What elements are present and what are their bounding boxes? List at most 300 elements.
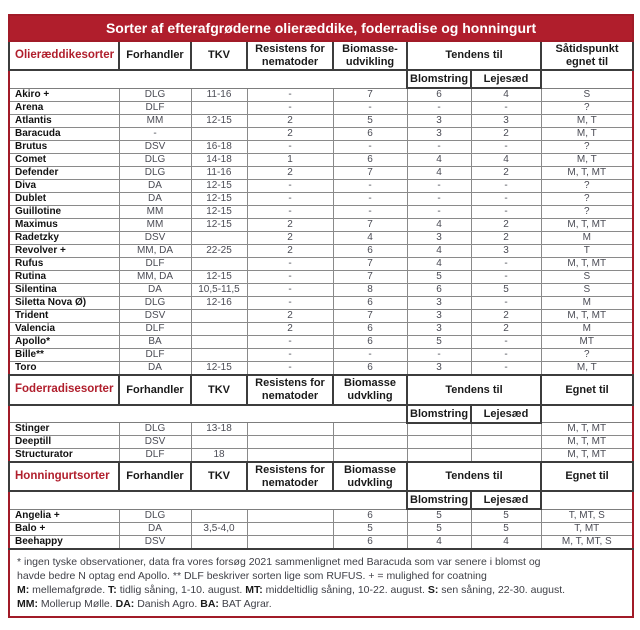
value-cell <box>407 423 471 436</box>
value-cell: 3 <box>407 115 471 128</box>
value-cell: - <box>247 297 333 310</box>
spacer-cell <box>9 70 407 88</box>
value-cell <box>191 323 247 336</box>
value-cell <box>407 449 471 463</box>
table-title: Sorter af efterafgrøderne olieræddike, foderradise og honningurt <box>9 15 633 41</box>
table-row <box>9 297 633 310</box>
value-cell: 4 <box>407 245 471 258</box>
value-cell: 22-25 <box>191 245 247 258</box>
value-cell: 2 <box>471 310 541 323</box>
value-cell: - <box>471 102 541 115</box>
column-header-lejesaed: Lejesæd <box>471 491 541 509</box>
variety-name-cell: Bille** <box>9 349 119 362</box>
column-header-blomstring: Blomstring <box>407 70 471 88</box>
value-cell: 2 <box>471 128 541 141</box>
variety-name-cell: Brutus <box>9 141 119 154</box>
footnote-line: MM: Mollerup Mølle. DA: Danish Agro. BA: BAT Agrar. <box>17 598 272 611</box>
table-row <box>9 536 633 550</box>
value-cell: 6 <box>333 245 407 258</box>
column-header-resistens: Resistens for nematoder <box>247 462 333 491</box>
column-header-egnet: Såtidspunkt egnet til <box>541 41 633 70</box>
value-cell: 3 <box>407 232 471 245</box>
value-cell <box>191 436 247 449</box>
value-cell: 4 <box>407 536 471 550</box>
value-cell: 6 <box>333 323 407 336</box>
value-cell: - <box>407 102 471 115</box>
value-cell: 2 <box>247 232 333 245</box>
value-cell: S <box>541 271 633 284</box>
value-cell: DA <box>119 284 191 297</box>
value-cell: 5 <box>471 284 541 297</box>
table-row <box>9 232 633 245</box>
table-row <box>9 523 633 536</box>
value-cell <box>333 436 407 449</box>
section-header-row <box>9 375 633 404</box>
variety-name-cell: Atlantis <box>9 115 119 128</box>
value-cell: 7 <box>333 271 407 284</box>
footnote-term: T: <box>108 584 117 597</box>
footnote-term: M: <box>17 584 30 597</box>
variety-name-cell: Trident <box>9 310 119 323</box>
variety-name-cell: Angelia + <box>9 509 119 523</box>
value-cell: 14-18 <box>191 154 247 167</box>
value-cell: - <box>333 206 407 219</box>
value-cell: ? <box>541 193 633 206</box>
value-cell: 12-15 <box>191 362 247 376</box>
value-cell: 3 <box>407 310 471 323</box>
value-cell: 6 <box>333 336 407 349</box>
value-cell: - <box>247 102 333 115</box>
value-cell <box>333 423 407 436</box>
value-cell <box>191 128 247 141</box>
value-cell: MT <box>541 336 633 349</box>
value-cell <box>247 423 333 436</box>
value-cell: MM, DA <box>119 271 191 284</box>
footnote-line: havde bedre N optag end Apollo. ** DLF beskriver sorten lige som RUFUS. + = mulighed for coatning <box>17 570 487 583</box>
variety-name-cell: Toro <box>9 362 119 376</box>
variety-name-cell: Beehappy <box>9 536 119 550</box>
variety-name-cell: Structurator <box>9 449 119 463</box>
value-cell: M, T <box>541 128 633 141</box>
value-cell: - <box>247 271 333 284</box>
value-cell: 12-15 <box>191 180 247 193</box>
value-cell: - <box>471 297 541 310</box>
value-cell: - <box>333 180 407 193</box>
value-cell: - <box>247 193 333 206</box>
value-cell: M, T <box>541 362 633 376</box>
variety-name-cell: Radetzky <box>9 232 119 245</box>
value-cell: - <box>247 180 333 193</box>
value-cell: 7 <box>333 167 407 180</box>
variety-name-cell: Rufus <box>9 258 119 271</box>
value-cell: - <box>471 258 541 271</box>
column-header-resistens: Resistens for nematoder <box>247 375 333 404</box>
value-cell: M, T <box>541 115 633 128</box>
value-cell: M, T, MT <box>541 258 633 271</box>
column-header-biomasse: Biomasse udvkling <box>333 462 407 491</box>
spacer-cell <box>9 491 407 509</box>
value-cell: T <box>541 245 633 258</box>
spacer-cell <box>541 70 633 88</box>
value-cell: 16-18 <box>191 141 247 154</box>
column-header-lejesaed: Lejesæd <box>471 70 541 88</box>
value-cell: DSV <box>119 436 191 449</box>
value-cell: 2 <box>247 115 333 128</box>
value-cell: DLG <box>119 88 191 102</box>
table-row <box>9 436 633 449</box>
value-cell: 6 <box>407 88 471 102</box>
variety-name-cell: Deeptill <box>9 436 119 449</box>
value-cell: - <box>471 349 541 362</box>
value-cell: ? <box>541 180 633 193</box>
value-cell: T, MT <box>541 523 633 536</box>
value-cell: 5 <box>333 115 407 128</box>
footnote-term: S: <box>427 584 439 597</box>
column-header-blomstring: Blomstring <box>407 405 471 423</box>
value-cell: - <box>471 362 541 376</box>
value-cell: M, T <box>541 154 633 167</box>
column-header-tendens: Tendens til <box>407 375 541 404</box>
column-header-egnet: Egnet til <box>541 375 633 404</box>
table-row <box>9 258 633 271</box>
variety-name-cell: Siletta Nova Ø) <box>9 297 119 310</box>
table-row <box>9 323 633 336</box>
column-header-blomstring: Blomstring <box>407 491 471 509</box>
value-cell: 12-15 <box>191 206 247 219</box>
column-header-tkv: TKV <box>191 41 247 70</box>
value-cell: M <box>541 297 633 310</box>
value-cell: ? <box>541 102 633 115</box>
value-cell: DLF <box>119 258 191 271</box>
column-header-forhandler: Forhandler <box>119 41 191 70</box>
value-cell: M, T, MT <box>541 449 633 463</box>
value-cell: 5 <box>407 523 471 536</box>
value-cell: - <box>247 336 333 349</box>
value-cell: - <box>333 349 407 362</box>
value-cell: M, T, MT <box>541 423 633 436</box>
value-cell: 5 <box>407 271 471 284</box>
value-cell: - <box>471 206 541 219</box>
value-cell: M <box>541 232 633 245</box>
value-cell: MM <box>119 206 191 219</box>
value-cell: 4 <box>333 232 407 245</box>
table-row <box>9 245 633 258</box>
table-row <box>9 449 633 463</box>
value-cell <box>471 423 541 436</box>
title-row <box>9 15 633 41</box>
value-cell: 18 <box>191 449 247 463</box>
value-cell: 4 <box>407 167 471 180</box>
table-row <box>9 271 633 284</box>
value-cell: 7 <box>333 258 407 271</box>
value-cell <box>191 336 247 349</box>
table-row <box>9 141 633 154</box>
column-header-biomasse: Biomasse-udvikling <box>333 41 407 70</box>
value-cell <box>247 523 333 536</box>
value-cell: ? <box>541 206 633 219</box>
variety-name-cell: Baracuda <box>9 128 119 141</box>
value-cell: - <box>247 284 333 297</box>
section-label: Olieræddikesorter <box>9 41 119 70</box>
value-cell: 2 <box>247 310 333 323</box>
value-cell: 7 <box>333 88 407 102</box>
value-cell: M, T, MT <box>541 167 633 180</box>
value-cell: DA <box>119 523 191 536</box>
variety-name-cell: Arena <box>9 102 119 115</box>
value-cell <box>191 102 247 115</box>
value-cell: 6 <box>333 128 407 141</box>
value-cell: 4 <box>407 219 471 232</box>
value-cell: DA <box>119 362 191 376</box>
value-cell: - <box>247 141 333 154</box>
varieties-table <box>8 14 634 618</box>
value-cell: 6 <box>333 509 407 523</box>
table-row <box>9 180 633 193</box>
value-cell: ? <box>541 349 633 362</box>
section-header-row <box>9 462 633 491</box>
value-cell: MM, DA <box>119 245 191 258</box>
footnote-row <box>9 549 633 617</box>
table-row <box>9 167 633 180</box>
value-cell: 3 <box>471 115 541 128</box>
value-cell: - <box>247 206 333 219</box>
value-cell: 4 <box>407 154 471 167</box>
value-cell <box>191 310 247 323</box>
value-cell: 4 <box>471 88 541 102</box>
value-cell: 2 <box>247 128 333 141</box>
value-cell: - <box>471 336 541 349</box>
value-cell: - <box>119 128 191 141</box>
value-cell: - <box>247 258 333 271</box>
value-cell: DSV <box>119 536 191 550</box>
value-cell <box>191 536 247 550</box>
value-cell: DSV <box>119 141 191 154</box>
table-body <box>9 41 633 617</box>
variety-name-cell: Comet <box>9 154 119 167</box>
value-cell: 2 <box>471 323 541 336</box>
variety-name-cell: Apollo* <box>9 336 119 349</box>
value-cell: DLG <box>119 297 191 310</box>
value-cell: DSV <box>119 310 191 323</box>
value-cell: 7 <box>333 219 407 232</box>
value-cell <box>191 232 247 245</box>
value-cell: 5 <box>407 509 471 523</box>
table-row <box>9 336 633 349</box>
value-cell: - <box>407 193 471 206</box>
value-cell: 3 <box>407 128 471 141</box>
value-cell: DSV <box>119 232 191 245</box>
value-cell: 2 <box>247 167 333 180</box>
value-cell: DLG <box>119 509 191 523</box>
variety-name-cell: Silentina <box>9 284 119 297</box>
value-cell: - <box>407 180 471 193</box>
value-cell: 3 <box>407 362 471 376</box>
value-cell: 8 <box>333 284 407 297</box>
footnote-line: M: mellemafgrøde. T: tidlig såning, 1-10. august. MT: middeltidlig såning, 10-22. august. S: sen såning, 22-30. august. <box>17 584 566 597</box>
table-row <box>9 423 633 436</box>
value-cell: 5 <box>333 523 407 536</box>
value-cell: DLF <box>119 349 191 362</box>
column-header-tkv: TKV <box>191 375 247 404</box>
variety-name-cell: Valencia <box>9 323 119 336</box>
value-cell: 11-16 <box>191 88 247 102</box>
column-header-forhandler: Forhandler <box>119 462 191 491</box>
value-cell: MM <box>119 115 191 128</box>
value-cell: - <box>333 141 407 154</box>
spacer-cell <box>541 405 633 423</box>
spacer-cell <box>541 491 633 509</box>
footnote-term: DA: <box>115 598 135 611</box>
value-cell: 3,5-4,0 <box>191 523 247 536</box>
value-cell: 3 <box>471 245 541 258</box>
variety-name-cell: Rutina <box>9 271 119 284</box>
variety-name-cell: Dublet <box>9 193 119 206</box>
table-row <box>9 102 633 115</box>
value-cell: M, T, MT, S <box>541 536 633 550</box>
sub-header-row <box>9 70 633 88</box>
value-cell: - <box>247 362 333 376</box>
column-header-lejesaed: Lejesæd <box>471 405 541 423</box>
value-cell: 11-16 <box>191 167 247 180</box>
value-cell: 12-15 <box>191 219 247 232</box>
value-cell: 3 <box>407 297 471 310</box>
value-cell: 12-15 <box>191 115 247 128</box>
value-cell: 6 <box>333 154 407 167</box>
value-cell <box>191 509 247 523</box>
table-row <box>9 206 633 219</box>
value-cell: MM <box>119 219 191 232</box>
value-cell: - <box>471 193 541 206</box>
value-cell: M, T, MT <box>541 310 633 323</box>
value-cell: M, T, MT <box>541 436 633 449</box>
column-header-biomasse: Biomasse udvkling <box>333 375 407 404</box>
value-cell: - <box>247 349 333 362</box>
value-cell: 1 <box>247 154 333 167</box>
variety-name-cell: Balo + <box>9 523 119 536</box>
column-header-tendens: Tendens til <box>407 462 541 491</box>
value-cell: M, T, MT <box>541 219 633 232</box>
value-cell: S <box>541 88 633 102</box>
value-cell <box>247 509 333 523</box>
value-cell: 5 <box>407 336 471 349</box>
footnote-line: * ingen tyske observationer, data fra vores forsøg 2021 sammenlignet med Baracuda som var senere i blomst og <box>17 556 541 569</box>
value-cell: 2 <box>247 323 333 336</box>
value-cell: 6 <box>333 297 407 310</box>
value-cell: 7 <box>333 310 407 323</box>
value-cell: DA <box>119 193 191 206</box>
value-cell <box>247 449 333 463</box>
variety-name-cell: Guillotine <box>9 206 119 219</box>
value-cell: M <box>541 323 633 336</box>
table-row <box>9 509 633 523</box>
sub-header-row <box>9 491 633 509</box>
value-cell: - <box>333 102 407 115</box>
value-cell: - <box>407 206 471 219</box>
table-row <box>9 310 633 323</box>
variety-name-cell: Akiro + <box>9 88 119 102</box>
value-cell: DLF <box>119 102 191 115</box>
value-cell: DLG <box>119 423 191 436</box>
value-cell: DLF <box>119 449 191 463</box>
value-cell: 6 <box>407 284 471 297</box>
value-cell: DLG <box>119 167 191 180</box>
value-cell: ? <box>541 141 633 154</box>
value-cell <box>333 449 407 463</box>
value-cell: 12-16 <box>191 297 247 310</box>
value-cell: 2 <box>471 219 541 232</box>
footnote-cell <box>9 549 633 617</box>
value-cell: 2 <box>471 167 541 180</box>
value-cell: T, MT, S <box>541 509 633 523</box>
value-cell: - <box>333 193 407 206</box>
value-cell: 4 <box>471 536 541 550</box>
variety-name-cell: Defender <box>9 167 119 180</box>
table-row <box>9 154 633 167</box>
column-header-forhandler: Forhandler <box>119 375 191 404</box>
table-row <box>9 128 633 141</box>
variety-name-cell: Maximus <box>9 219 119 232</box>
variety-name-cell: Revolver + <box>9 245 119 258</box>
column-header-tendens: Tendens til <box>407 41 541 70</box>
value-cell: DLF <box>119 323 191 336</box>
table-row <box>9 349 633 362</box>
table-row <box>9 88 633 102</box>
value-cell: BA <box>119 336 191 349</box>
value-cell: - <box>471 141 541 154</box>
value-cell: S <box>541 284 633 297</box>
value-cell <box>247 436 333 449</box>
table-row <box>9 284 633 297</box>
value-cell: - <box>247 88 333 102</box>
value-cell: 13-18 <box>191 423 247 436</box>
value-cell: 10,5-11,5 <box>191 284 247 297</box>
value-cell <box>471 436 541 449</box>
value-cell <box>471 449 541 463</box>
value-cell: 6 <box>333 536 407 550</box>
value-cell: - <box>407 141 471 154</box>
footnote-term: MM: <box>17 598 38 611</box>
spacer-cell <box>9 405 407 423</box>
value-cell <box>247 536 333 550</box>
variety-name-cell: Stinger <box>9 423 119 436</box>
value-cell: 12-15 <box>191 193 247 206</box>
value-cell: 4 <box>471 154 541 167</box>
value-cell <box>191 349 247 362</box>
table-row <box>9 193 633 206</box>
table-row <box>9 115 633 128</box>
value-cell <box>191 258 247 271</box>
value-cell: DLG <box>119 154 191 167</box>
column-header-tkv: TKV <box>191 462 247 491</box>
sub-header-row <box>9 405 633 423</box>
value-cell: 2 <box>247 245 333 258</box>
value-cell: 6 <box>333 362 407 376</box>
section-header-row <box>9 41 633 70</box>
footnote-term: MT: <box>245 584 263 597</box>
value-cell: 2 <box>247 219 333 232</box>
footnote-term: BA: <box>200 598 219 611</box>
section-label: Foderradisesorter <box>9 375 119 404</box>
table-row <box>9 219 633 232</box>
column-header-egnet: Egnet til <box>541 462 633 491</box>
value-cell: 4 <box>407 258 471 271</box>
variety-name-cell: Diva <box>9 180 119 193</box>
value-cell: 5 <box>471 509 541 523</box>
column-header-resistens: Resistens for nematoder <box>247 41 333 70</box>
value-cell <box>407 436 471 449</box>
value-cell: DA <box>119 180 191 193</box>
value-cell: 5 <box>471 523 541 536</box>
